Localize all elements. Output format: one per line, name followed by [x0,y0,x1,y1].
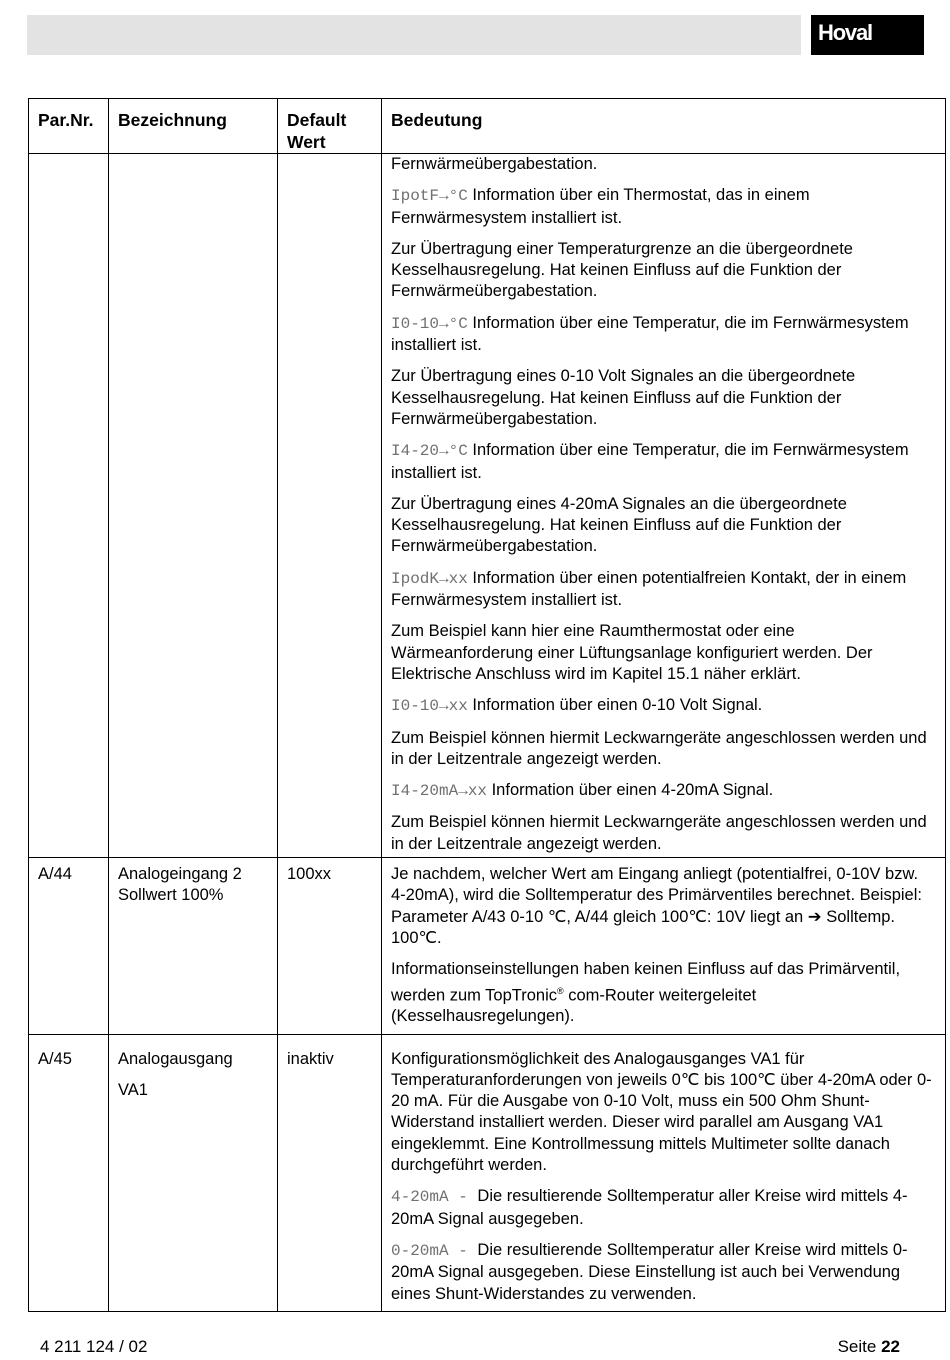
cell-par: A/45 [29,1034,109,1311]
cell-bez [109,154,278,858]
header-bar [27,15,801,55]
code-value: 4-20mA - [391,1188,478,1207]
table-row-a44 [29,858,946,1035]
table-header-row [29,99,946,154]
cell-par: A/44 [29,858,109,1035]
paragraph: Zur Übertragung eines 0-10 Volt Signales an die übergeordnete Kesselhausregelung. Hat keinen Einfluss auf die Funktion der Fernwärmeübergabestation. [391,367,856,428]
parameter-table [28,98,946,1312]
paragraph: 0-20mA - Die resultierende Solltemperatur aller Kreise wird mittels 0-20mA Signal ausgegeben. Diese Einstellung ist auch bei Verwendung eines Shunt-Widerstandes zu verwenden. [391,1240,908,1303]
paragraph: I4-20→°C Information über eine Temperatur, die im Fernwärmesystem installiert ist. [391,441,909,482]
paragraph: Analogausgang [118,1049,233,1068]
paragraph: Informationseinstellungen haben keinen Einfluss auf das Primärventil, werden zum TopTronic® com-Router weitergeleitet (Kesselhausregelungen). [391,960,901,1026]
paragraph: Zum Beispiel können hiermit Leckwarngeräte angeschlossen werden und in der Leitzentrale angezeigt werden. [391,813,927,853]
code-value: IpodK→xx [391,569,468,588]
cell-bez [109,1034,278,1311]
paragraph: Zum Beispiel kann hier eine Raumthermostat oder eine Wärmeanforderung einer Lüftungsanlage konfiguriert werden. Der Elektrische Anschluss wird im Kapitel 15.1 näher erklärt. [391,622,873,683]
code-value: I0-10→°C [391,314,468,333]
cell-meaning [382,858,946,1035]
paragraph: 4-20mA - Die resultierende Solltemperatur aller Kreise wird mittels 4-20mA Signal ausgegeben. [391,1187,908,1228]
col-header-bezeichnung: Bezeichnung [109,99,278,154]
paragraph: IpotF→°C Information über ein Thermostat, das in einem Fernwärmesystem installiert ist. [391,186,810,227]
cell-def: 100xx [278,858,382,1035]
col-header-parnr: Par.Nr. [29,99,109,154]
paragraph: Zum Beispiel können hiermit Leckwarngeräte angeschlossen werden und in der Leitzentrale angezeigt werden. [391,728,927,768]
hoval-logo: Hoval [811,15,924,55]
paragraph: Konfigurationsmöglichkeit des Analogausganges VA1 für Temperaturanforderungen von jeweils 0℃ bis 100℃ über 4-20mA oder 0-20 mA. Für die Ausgabe von 0-10 Volt, muss ein 500 Ohm Shunt-Widerstand installiert werden. Dieser wird parallel am Ausgang VA1 eingeklemmt. Eine Kontrollmessung mittels Multimeter sollte danach durchgeführt werden. [391,1049,932,1175]
code-value: I4-20mA→xx [391,782,488,801]
cell-par [29,154,109,858]
paragraph: I0-10→xx Information über einen 0-10 Volt Signal. [391,696,763,716]
paragraph: Je nachdem, welcher Wert am Eingang anliegt (potentialfrei, 0-10V bzw. 4-20mA), wird die Solltemperatur des Primärventiles berechnet. Beispiel: Parameter A/43 0-10 ℃, A/44 gleich 100℃: 10V liegt an ➔ Solltemp. 100℃. [391,865,922,947]
paragraph: VA1 [118,1080,148,1099]
paragraph: I4-20mA→xx Information über einen 4-20mA Signal. [391,781,774,801]
paragraph: IpodK→xx Information über einen potentialfreien Kontakt, der in einem Fernwärmesystem installiert ist. [391,568,907,610]
code-value: I0-10→xx [391,697,468,716]
cell-bez: Analogeingang 2 Sollwert 100% [109,858,278,1035]
code-value: IpotF→°C [391,187,468,206]
table-row-continuation [29,154,946,858]
cell-meaning [382,154,946,858]
paragraph: I0-10→°C Information über eine Temperatur, die im Fernwärmesystem installiert ist. [391,313,909,355]
paragraph: Zur Übertragung eines 4-20mA Signales an die übergeordnete Kesselhausregelung. Hat keinen Einfluss auf die Funktion der Fernwärmeübergabestation. [391,494,847,556]
paragraph: Fernwärmeübergabestation. [391,155,598,173]
col-header-default: Default Wert [278,99,382,154]
col-header-bedeutung: Bedeutung [382,99,946,154]
cell-def: inaktiv [278,1034,382,1311]
cell-meaning [382,1034,946,1311]
code-value: I4-20→°C [391,442,468,461]
paragraph: Zur Übertragung einer Temperaturgrenze an die übergeordnete Kesselhausregelung. Hat keinen Einfluss auf die Funktion der Fernwärmeübergabestation. [391,239,853,301]
cell-def [278,154,382,858]
code-value: 0-20mA - [391,1241,478,1260]
page-number: Seite 22 [837,1337,900,1356]
document-number: 4 211 124 / 02 [40,1337,148,1356]
table-row-a45 [29,1034,946,1311]
